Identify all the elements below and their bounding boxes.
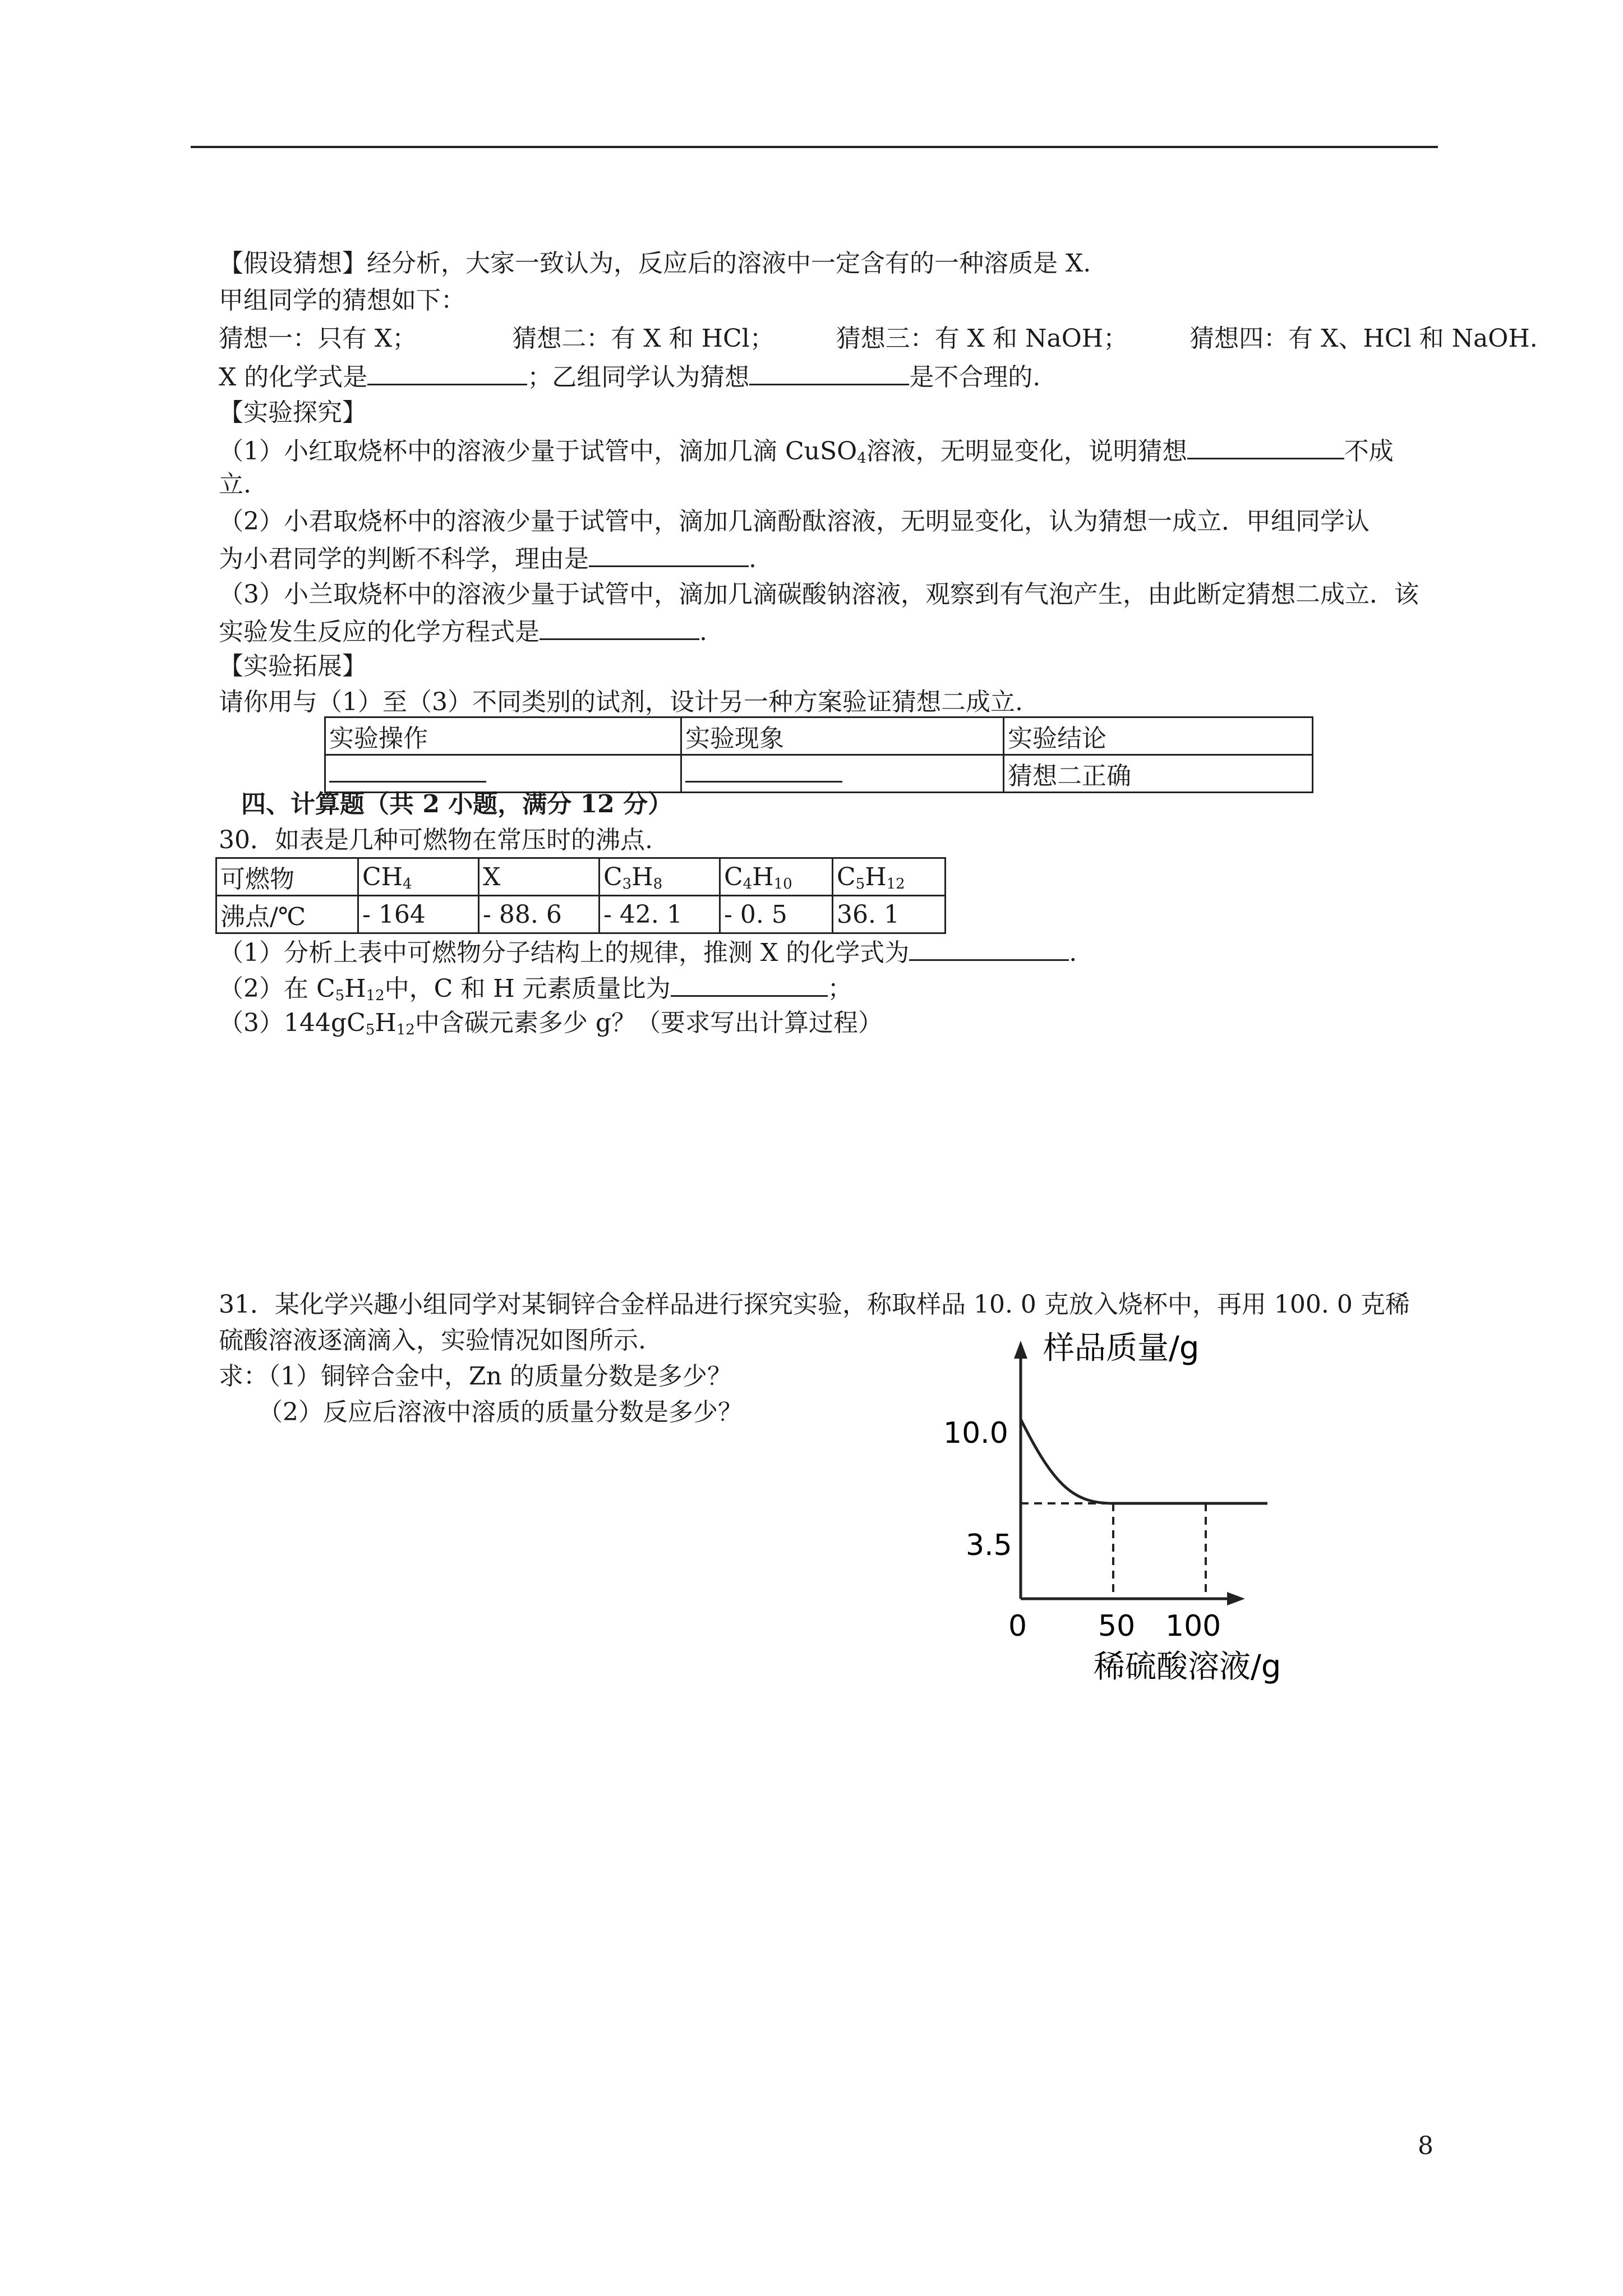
period: . — [699, 618, 707, 646]
table-row — [216, 858, 946, 896]
group-a-intro: 甲组同学的猜想如下： — [219, 286, 465, 315]
q1-mid: 溶液，无明显变化，说明猜想 — [866, 437, 1187, 466]
header-cell: 实验操作 — [325, 717, 681, 755]
mass-curve — [1021, 1419, 1113, 1503]
row-label: 沸点/℃ — [216, 896, 358, 933]
q1-continuation: 立. — [219, 470, 251, 499]
extend-heading: 【实验拓展】 — [219, 652, 367, 680]
q30-1-text: （1）分析上表中可燃物分子结构上的规律，推测 X 的化学式为 — [219, 938, 910, 967]
top-rule — [191, 146, 1438, 148]
mass-chart — [920, 1318, 1324, 1711]
formula-c4h10: $C_4H_{10}$ — [720, 858, 833, 896]
boiling-point-table — [215, 857, 946, 934]
x-formula-prefix: X 的化学式是 — [219, 363, 368, 392]
y-axis-arrow-icon — [1014, 1341, 1027, 1359]
x-axis-label: 稀硫酸溶液/g — [1094, 1649, 1281, 1685]
q1-line — [219, 433, 1394, 468]
group-b-text: ；乙组同学认为猜想 — [527, 363, 750, 392]
y-tick-label: 10.0 — [943, 1416, 1008, 1450]
q31-sub-1: 求：（1）铜锌合金中，Zn 的质量分数是多少？ — [219, 1362, 732, 1391]
guess-3: 猜想三：有 X 和 NaOH； — [836, 324, 1128, 353]
q31-sub-2: （2）反应后溶液中溶质的质量分数是多少？ — [258, 1398, 743, 1427]
section4-heading: 四、计算题（共 2 小题，满分 12 分） — [241, 790, 673, 818]
unreasonable-text: 是不合理的. — [909, 363, 1041, 392]
row-label: 可燃物 — [216, 858, 358, 896]
guess-1: 猜想一：只有 X； — [219, 324, 417, 353]
q30-3-suffix: 中含碳元素多少 g？（要求写出计算过程） — [414, 1009, 883, 1037]
value-cell: - 88. 6 — [479, 896, 600, 933]
page-number: 8 — [1418, 2132, 1433, 2160]
q30-intro: 30．如表是几种可燃物在常压时的沸点. — [219, 826, 653, 854]
guess-4: 猜想四：有 X、HCl 和 NaOH. — [1189, 324, 1538, 353]
formula-ch4: $CH_4$ — [358, 858, 479, 896]
q30-3: $(3)144gC_5H_{12}$中含碳元素多少 g？（要求写出计算过程） — [219, 1009, 883, 1038]
q31-line-1: 31．某化学兴趣小组同学对某铜锌合金样品进行探究实验，称取样品 10. 0 克放入烧杯中，再用 100. 0 克稀 — [219, 1290, 1410, 1319]
guesses-line — [219, 322, 1538, 356]
q2-line-1: （2）小君取烧杯中的溶液少量于试管中，滴加几滴酚酞溶液，无明显变化，认为猜想一成立．甲组同学认 — [219, 507, 1370, 536]
x-tick-label: 0 — [1008, 1609, 1027, 1643]
formula-x: X — [479, 858, 600, 896]
q3-line-2 — [219, 614, 707, 649]
answer-blank-phenomenon[interactable] — [685, 758, 842, 783]
x-axis-arrow-icon — [1227, 1592, 1245, 1605]
q2-reason-prefix: 为小君同学的判断不科学，理由是 — [219, 545, 589, 573]
extend-text: 请你用与（1）至（3）不同类别的试剂，设计另一种方案验证猜想二成立. — [219, 688, 1023, 716]
q30-2: （2）在 $C_5H_{12}$中，C 和 H 元素质量比为 ； — [219, 970, 852, 1006]
extend-table — [324, 716, 1313, 793]
value-cell: - 42. 1 — [600, 896, 720, 933]
hypothesis-heading: 【假设猜想】 — [219, 249, 367, 278]
formula-c3h8: $C_3H_8$ — [600, 858, 720, 896]
operation-cell — [325, 755, 681, 793]
answer-blank-operation[interactable] — [329, 758, 486, 783]
answer-blank-q30-2[interactable] — [671, 970, 828, 997]
q30-3-text: （3）144gC — [219, 1009, 366, 1037]
header-cell: 实验结论 — [1004, 717, 1313, 755]
conclusion-cell: 猜想二正确 — [1004, 755, 1313, 793]
answer-blank-unreasonable-guess[interactable] — [749, 359, 909, 385]
value-cell: - 0. 5 — [720, 896, 833, 933]
answer-blank-q1[interactable] — [1187, 433, 1344, 459]
header-cell: 实验现象 — [681, 717, 1004, 755]
q30-2-mid: 中，C 和 H 元素质量比为 — [384, 974, 671, 1003]
answer-blank-x-formula[interactable] — [367, 359, 527, 385]
answer-blank-q2-reason[interactable] — [589, 541, 749, 567]
period: . — [749, 545, 757, 573]
explore-heading: 【实验探究】 — [219, 398, 367, 427]
q3-equation-prefix: 实验发生反应的化学方程式是 — [219, 618, 540, 646]
y-axis-label: 样品质量/g — [1043, 1330, 1200, 1366]
y-tick-label: 3.5 — [966, 1529, 1012, 1562]
value-cell: 36. 1 — [833, 896, 946, 933]
q31-line-2: 硫酸溶液逐滴滴入，实验情况如图所示. — [219, 1326, 646, 1355]
x-formula-line — [219, 359, 1040, 394]
hypothesis-text: 经分析，大家一致认为，反应后的溶液中一定含有的一种溶质是 X. — [367, 249, 1091, 278]
q30-1 — [219, 935, 1077, 970]
table-row — [216, 896, 946, 933]
table-row — [325, 717, 1313, 755]
q1-suffix: 不成 — [1344, 437, 1394, 466]
formula-c5h12: $C_5H_{12}$ — [833, 858, 946, 896]
x-tick-label: 100 — [1165, 1609, 1221, 1643]
x-tick-label: 50 — [1098, 1609, 1136, 1643]
answer-blank-q3-equation[interactable] — [540, 614, 699, 640]
phenomenon-cell — [681, 755, 1004, 793]
hypothesis-line — [219, 247, 1091, 280]
table-row — [325, 755, 1313, 793]
q2-line-2 — [219, 541, 757, 576]
value-cell: - 164 — [358, 896, 479, 933]
q1-subscript: 4 — [857, 450, 866, 467]
q30-2-text: （2）在 C — [219, 974, 335, 1003]
period: . — [1069, 938, 1077, 967]
q3-line-1: （3）小兰取烧杯中的溶液少量于试管中，滴加几滴碳酸钠溶液，观察到有气泡产生，由此断定猜想二成立．该 — [219, 580, 1419, 609]
guess-2: 猜想二：有 X 和 HCl； — [512, 324, 774, 353]
answer-blank-q30-1[interactable] — [909, 935, 1069, 961]
semicolon: ； — [827, 974, 852, 1003]
q1-text: （1）小红取烧杯中的溶液少量于试管中，滴加几滴 CuSO — [219, 437, 857, 466]
